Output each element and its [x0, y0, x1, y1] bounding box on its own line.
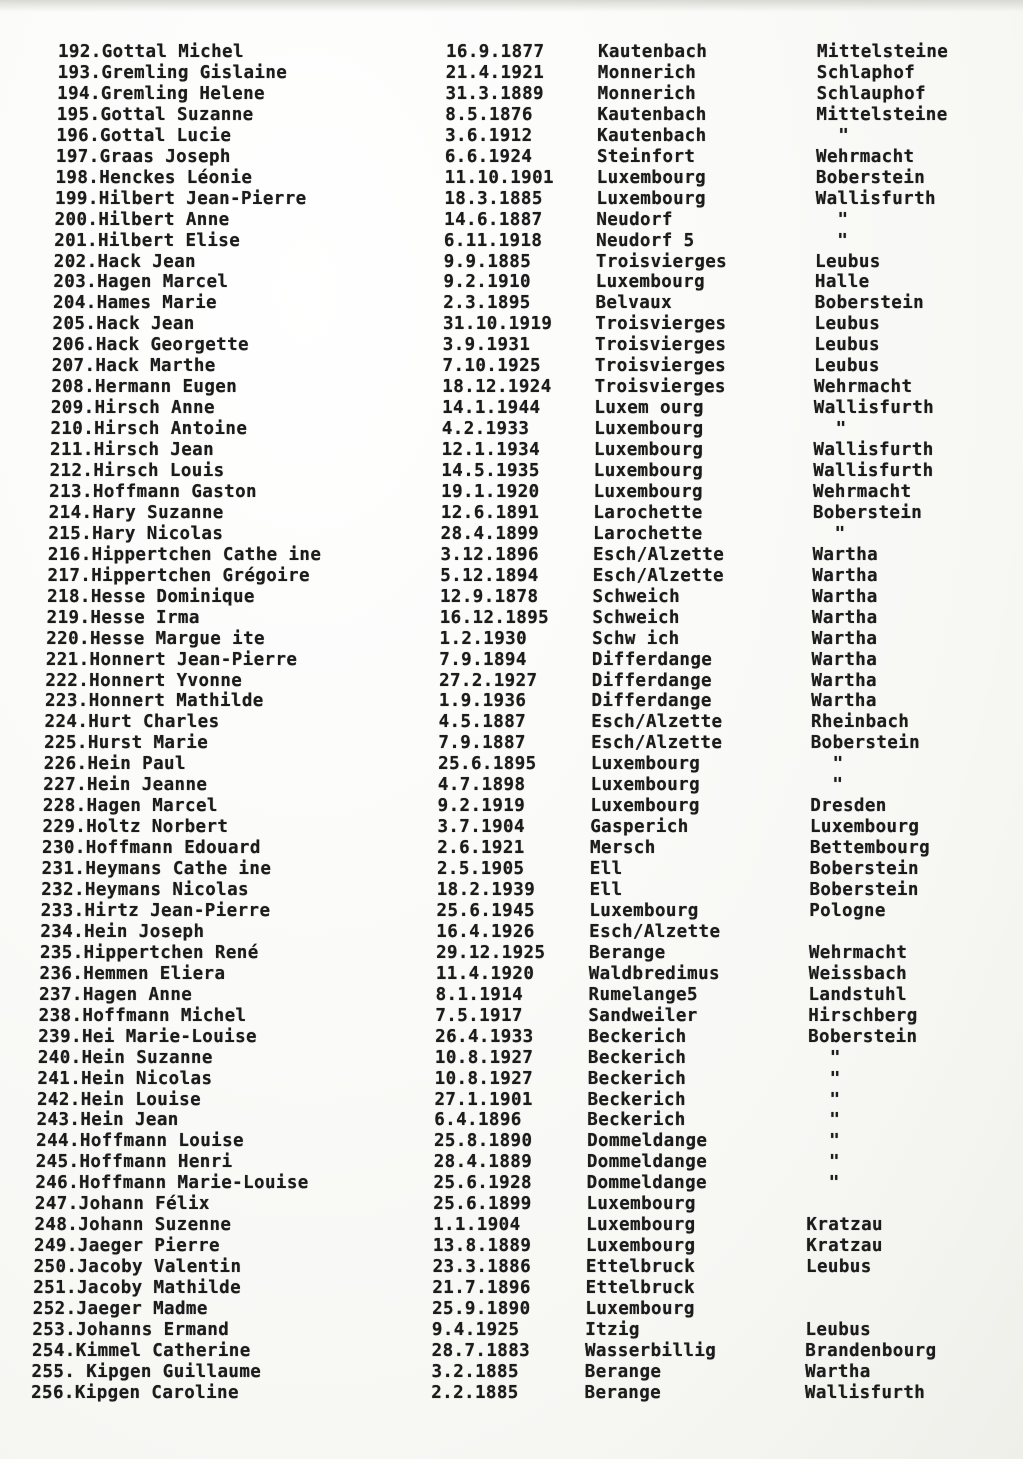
destination: "	[829, 1047, 841, 1068]
person-name: 204.Hames Marie	[52, 293, 217, 314]
birth-date: 29.12.1925	[436, 942, 546, 963]
person-name: 233.Hirtz Jean-Pierre	[40, 900, 271, 921]
birth-place: Luxembourg	[593, 481, 703, 502]
birth-place: Mersch	[590, 838, 656, 859]
destination: Landstuhl	[808, 984, 907, 1005]
destination: Leubus	[815, 251, 881, 272]
destination: Boberstein	[814, 293, 925, 314]
birth-place: Luxembourg	[595, 272, 706, 293]
birth-place: Ell	[589, 859, 623, 880]
person-name: 195.Gottal Suzanne	[56, 104, 254, 125]
person-name: 251.Jacoby Mathilde	[33, 1278, 242, 1299]
destination: Schlaphof	[816, 62, 916, 83]
birth-date: 2.2.1885	[431, 1382, 519, 1403]
destination: Mittelsteine	[816, 104, 948, 125]
person-name: 236.Hemmen Eliera	[39, 963, 226, 984]
destination: Wehrmacht	[813, 481, 912, 502]
birth-date: 10.8.1927	[434, 1047, 534, 1068]
person-name: 192.Gottal Michel	[58, 42, 244, 62]
person-name: 222.Honnert Yvonne	[45, 670, 243, 691]
birth-place: Luxembourg	[590, 775, 700, 796]
destination: Kratzau	[806, 1215, 883, 1236]
destination: Dresden	[810, 796, 887, 817]
person-name: 229.Holtz Norbert	[42, 817, 229, 838]
birth-place: Monnerich	[597, 83, 697, 104]
person-name: 244.Hoffmann Louise	[36, 1131, 244, 1152]
birth-date: 9.4.1925	[431, 1319, 520, 1340]
destination: Wallisfurth	[813, 398, 935, 419]
birth-date: 7.5.1917	[435, 1005, 523, 1026]
birth-place: Waldbredimus	[588, 963, 720, 984]
destination: Wartha	[811, 691, 877, 712]
destination: "	[832, 754, 844, 775]
birth-date: 18.12.1924	[442, 377, 552, 398]
birth-date: 6.11.1918	[443, 230, 543, 251]
birth-date: 7.10.1925	[442, 356, 541, 377]
birth-date: 4.7.1898	[437, 775, 526, 796]
person-name: 253.Johanns Ermand	[32, 1319, 230, 1340]
birth-date: 14.5.1935	[441, 461, 540, 481]
person-name: 197.Graas Joseph	[55, 146, 231, 167]
birth-place: Luxembourg	[589, 900, 699, 921]
birth-date: 18.2.1939	[436, 880, 536, 900]
birth-date: 8.5.1876	[445, 104, 533, 125]
birth-place: Kautenbach	[598, 42, 708, 62]
birth-date: 21.7.1896	[432, 1278, 531, 1299]
birth-date: 27.2.1927	[439, 670, 538, 691]
person-name: 243.Hein Jean	[36, 1110, 179, 1131]
person-name: 242.Hein Louise	[37, 1089, 202, 1110]
destination: Wartha	[812, 586, 878, 607]
destination: "	[834, 523, 846, 544]
birth-date: 3.12.1896	[440, 544, 539, 565]
birth-date: 13.8.1889	[432, 1236, 532, 1257]
birth-date: 3.2.1885	[431, 1361, 519, 1382]
birth-place: Esch/Alzette	[591, 733, 723, 754]
destination: Weissbach	[808, 963, 908, 984]
destination: "	[829, 1089, 841, 1110]
birth-place: Beckerich	[587, 1047, 687, 1068]
destination: Boberstein	[809, 859, 919, 880]
birth-date: 4.2.1933	[441, 419, 530, 440]
person-name: 200.Hilbert Anne	[54, 209, 230, 230]
destination: "	[829, 1068, 841, 1089]
birth-date: 28.7.1883	[431, 1340, 531, 1361]
person-name: 248.Johann Suzenne	[34, 1215, 232, 1236]
birth-place: Troisvierges	[595, 314, 727, 335]
birth-place: Neudorf 5	[596, 230, 695, 251]
destination: Wartha	[812, 544, 879, 565]
birth-date: 6.4.1896	[434, 1110, 522, 1131]
person-name: 220.Hesse Margue ite	[46, 628, 265, 649]
birth-place: Dommeldange	[586, 1173, 707, 1194]
birth-place: Luxembourg	[585, 1299, 695, 1319]
destination: Brandenbourg	[805, 1340, 937, 1361]
birth-place: Esch/Alzette	[592, 565, 724, 586]
person-name: 205.Hack Jean	[52, 314, 195, 335]
birth-place: Esch/Alzette	[591, 712, 723, 733]
person-name: 238.Hoffmann Michel	[38, 1005, 247, 1026]
person-name: 240.Hein Suzanne	[37, 1047, 213, 1068]
birth-place: Kautenbach	[597, 104, 707, 125]
person-name: 239.Hei Marie-Louise	[38, 1026, 257, 1047]
birth-date: 7.9.1887	[438, 733, 526, 754]
person-name: 256.Kipgen Caroline	[31, 1382, 239, 1403]
birth-place: Ettelbruck	[585, 1257, 696, 1278]
destination: "	[837, 209, 849, 230]
person-name: 226.Hein Paul	[43, 754, 186, 775]
person-name: 202.Hack Jean	[53, 251, 196, 272]
destination: Wartha	[811, 607, 878, 628]
birth-place: Dommeldange	[587, 1131, 708, 1152]
birth-place: Beckerich	[587, 1089, 686, 1110]
birth-date: 12.6.1891	[440, 502, 540, 523]
birth-place: Luxembourg	[594, 440, 704, 461]
destination: Wehrmacht	[808, 942, 908, 963]
birth-place: Schw ich	[592, 628, 680, 649]
destination: Wartha	[811, 670, 877, 691]
destination: Wallisfurth	[815, 188, 936, 209]
person-name: 213.Hoffmann Gaston	[49, 481, 257, 502]
destination: Leubus	[806, 1257, 872, 1278]
birth-date: 1.1.1904	[433, 1215, 521, 1236]
birth-date: 25.6.1895	[438, 754, 537, 775]
birth-date: 28.4.1899	[440, 523, 540, 544]
birth-place: Differdange	[591, 691, 712, 712]
person-name: 237.Hagen Anne	[39, 984, 193, 1005]
destination: Bettembourg	[809, 838, 931, 859]
birth-place: Luxembourg	[596, 167, 707, 188]
destination: Wallisfurth	[813, 461, 934, 481]
person-name: 241.Hein Nicolas	[37, 1068, 213, 1089]
birth-place: Luxembourg	[590, 796, 700, 817]
person-name: 206.Hack Georgette	[52, 335, 249, 356]
birth-date: 16.4.1926	[436, 921, 535, 942]
birth-date: 31.10.1919	[442, 314, 553, 335]
person-name: 223.Honnert Mathilde	[44, 691, 264, 712]
birth-date: 8.1.1914	[435, 984, 524, 1005]
person-name: 210.Hirsch Antoine	[50, 419, 248, 440]
birth-place: Steinfort	[596, 146, 696, 167]
birth-place: Beckerich	[588, 1026, 687, 1047]
person-name: 201.Hilbert Elise	[54, 230, 241, 251]
destination: Boberstein	[812, 502, 923, 523]
person-name: 252.Jaeger Madme	[32, 1299, 208, 1319]
birth-date: 9.9.1885	[443, 251, 532, 272]
person-name: 231.Heymans Cathe ine	[41, 859, 272, 880]
birth-place: Luxembourg	[596, 188, 706, 209]
birth-place: Luxembourg	[586, 1194, 696, 1215]
birth-place: Schweich	[592, 586, 681, 607]
birth-date: 25.8.1890	[433, 1131, 533, 1152]
person-name: 230.Hoffmann Edouard	[42, 838, 261, 859]
birth-date: 25.9.1890	[432, 1299, 531, 1319]
destination: "	[835, 419, 847, 440]
birth-place: Kautenbach	[597, 125, 707, 146]
birth-place: Larochette	[593, 502, 703, 523]
birth-place: Berange	[588, 942, 666, 963]
destination: "	[829, 1110, 841, 1131]
person-name: 212.Hirsch Louis	[49, 461, 225, 481]
birth-date: 3.6.1912	[445, 125, 533, 146]
birth-place: Luxembourg	[594, 419, 704, 440]
birth-date: 9.2.1919	[437, 796, 526, 817]
destination: Wartha	[805, 1361, 871, 1382]
birth-place: Rumelange5	[588, 984, 698, 1005]
destination: Wartha	[811, 628, 878, 649]
birth-date: 2.6.1921	[437, 838, 525, 859]
person-name: 245.Hoffmann Henri	[35, 1152, 233, 1173]
birth-place: Differdange	[591, 670, 712, 691]
destination: Schlauphof	[816, 83, 926, 104]
birth-date: 16.12.1895	[439, 607, 550, 628]
birth-place: Wasserbillig	[584, 1340, 717, 1361]
destination: Mittelsteine	[817, 42, 949, 62]
destination: Pologne	[809, 900, 886, 921]
birth-place: Larochette	[593, 523, 703, 544]
person-name: 249.Jaeger Pierre	[34, 1236, 220, 1257]
person-name: 208.Hermann Eugen	[51, 377, 238, 398]
person-name: 196.Gottal Lucie	[56, 125, 232, 146]
birth-place: Troisvierges	[594, 377, 726, 398]
birth-date: 14.1.1944	[442, 398, 541, 419]
destination: Wallisfurth	[813, 440, 934, 461]
person-name: 221.Honnert Jean-Pierre	[45, 649, 298, 670]
person-name: 228.Hagen Marcel	[42, 796, 218, 817]
person-name: 232.Heymans Nicolas	[41, 880, 249, 900]
person-name: 227.Hein Jeanne	[43, 775, 208, 796]
person-name: 247.Johann Félix	[34, 1194, 210, 1215]
birth-date: 27.1.1901	[434, 1089, 533, 1110]
person-name: 218.Hesse Dominique	[47, 586, 255, 607]
birth-date: 1.2.1930	[439, 628, 528, 649]
person-name: 250.Jacoby Valentin	[33, 1257, 242, 1278]
person-name: 203.Hagen Marcel	[53, 272, 229, 293]
birth-date: 7.9.1894	[439, 649, 527, 670]
birth-date: 23.3.1886	[432, 1257, 532, 1278]
birth-place: Luxembourg	[593, 461, 704, 481]
person-name: 215.Hary Nicolas	[48, 523, 224, 544]
birth-date: 11.4.1920	[435, 963, 535, 984]
person-name: 216.Hippertchen Cathe ine	[47, 544, 322, 565]
birth-place: Neudorf	[596, 209, 673, 230]
birth-place: Itzig	[585, 1319, 640, 1340]
destination: "	[837, 230, 849, 251]
birth-place: Dommeldange	[586, 1152, 708, 1173]
birth-date: 25.6.1945	[436, 900, 535, 921]
person-name: 199.Hilbert Jean-Pierre	[55, 188, 307, 209]
person-name: 246.Hoffmann Marie-Louise	[35, 1173, 309, 1194]
birth-place: Ettelbruck	[585, 1278, 695, 1299]
person-name: 209.Hirsch Anne	[50, 398, 215, 419]
birth-date: 9.2.1910	[443, 272, 531, 293]
person-name: 217.Hippertchen Grégoire	[47, 565, 310, 586]
birth-date: 2.5.1905	[436, 859, 525, 880]
birth-date: 4.5.1887	[438, 712, 527, 733]
person-name: 235.Hippertchen René	[39, 942, 259, 963]
birth-date: 5.12.1894	[440, 565, 539, 586]
birth-date: 19.1.1920	[441, 481, 540, 502]
destination: Leubus	[814, 314, 881, 335]
birth-place: Schweich	[592, 607, 680, 628]
birth-place: Luxembourg	[586, 1236, 696, 1257]
birth-date: 25.6.1899	[433, 1194, 532, 1215]
person-name: 198.Henckes Léonie	[55, 167, 253, 188]
destination: Wartha	[812, 565, 878, 586]
birth-place: Esch/Alzette	[592, 544, 725, 565]
birth-date: 12.9.1878	[439, 586, 539, 607]
birth-date: 31.3.1889	[445, 83, 544, 104]
destination: Boberstein	[809, 880, 919, 900]
destination: Leubus	[814, 335, 880, 356]
birth-place: Berange	[584, 1382, 662, 1403]
birth-place: Beckerich	[587, 1068, 687, 1089]
destination: Leubus	[805, 1319, 872, 1340]
birth-date: 2.3.1895	[443, 293, 531, 314]
destination: Boberstein	[808, 1026, 918, 1047]
person-name: 254.Kimmel Catherine	[31, 1340, 251, 1361]
person-name: 224.Hurt Charles	[44, 712, 220, 733]
birth-place: Differdange	[591, 649, 713, 670]
destination: "	[828, 1173, 840, 1194]
person-name: 194.Gremling Helene	[57, 83, 265, 104]
birth-place: Belvaux	[595, 293, 673, 314]
destination: "	[828, 1152, 840, 1173]
destination: Wehrmacht	[816, 146, 915, 167]
destination: Halle	[814, 272, 870, 293]
destination: Wartha	[811, 649, 878, 670]
destination: Wehrmacht	[813, 377, 913, 398]
birth-date: 11.10.1901	[444, 167, 554, 188]
person-name: 211.Hirsch Jean	[50, 440, 215, 461]
person-name: 207.Hack Marthe	[51, 356, 216, 377]
birth-place: Troisvierges	[595, 251, 728, 272]
birth-date: 16.9.1877	[446, 42, 545, 62]
destination: Wallisfurth	[804, 1382, 926, 1403]
person-name: 219.Hesse Irma	[46, 607, 200, 628]
birth-place: Esch/Alzette	[589, 921, 721, 942]
birth-date: 26.4.1933	[435, 1026, 534, 1047]
person-name: 255. Kipgen Guillaume	[31, 1361, 262, 1382]
birth-place: Gasperich	[590, 817, 689, 838]
destination: Boberstein	[810, 733, 921, 754]
person-name: 193.Gremling Gislaine	[57, 62, 288, 83]
birth-date: 14.6.1887	[444, 209, 543, 230]
birth-date: 28.4.1889	[433, 1152, 533, 1173]
destination: "	[832, 775, 844, 796]
birth-place: Troisvierges	[595, 335, 727, 356]
birth-date: 21.4.1921	[445, 62, 545, 83]
person-name: 214.Hary Suzanne	[48, 502, 224, 523]
birth-date: 3.7.1904	[437, 817, 525, 838]
birth-date: 12.1.1934	[441, 440, 541, 461]
destination: Luxembourg	[810, 817, 920, 838]
birth-place: Sandweiler	[588, 1005, 698, 1026]
birth-place: Ell	[589, 880, 623, 900]
birth-date: 18.3.1885	[444, 188, 543, 209]
destination: Rheinbach	[810, 712, 910, 733]
birth-date: 25.6.1928	[433, 1173, 532, 1194]
destination: Leubus	[814, 356, 880, 377]
birth-place: Monnerich	[597, 62, 697, 83]
birth-date: 1.9.1936	[438, 691, 527, 712]
birth-place: Luxem ourg	[594, 398, 704, 419]
birth-date: 10.8.1927	[434, 1068, 534, 1089]
birth-place: Luxembourg	[586, 1215, 696, 1236]
birth-place: Beckerich	[587, 1110, 686, 1131]
birth-place: Berange	[584, 1361, 662, 1382]
birth-place: Troisvierges	[594, 356, 727, 377]
destination: "	[838, 125, 850, 146]
destination: "	[829, 1131, 841, 1152]
person-name: 234.Hein Joseph	[40, 921, 205, 942]
destination: Hirschberg	[808, 1005, 918, 1026]
birth-place: Luxembourg	[590, 754, 701, 775]
birth-date: 6.6.1924	[444, 146, 533, 167]
destination: Boberstein	[815, 167, 926, 188]
birth-date: 3.9.1931	[442, 335, 531, 356]
person-name: 225.Hurst Marie	[44, 733, 209, 754]
destination: Kratzau	[806, 1236, 883, 1257]
